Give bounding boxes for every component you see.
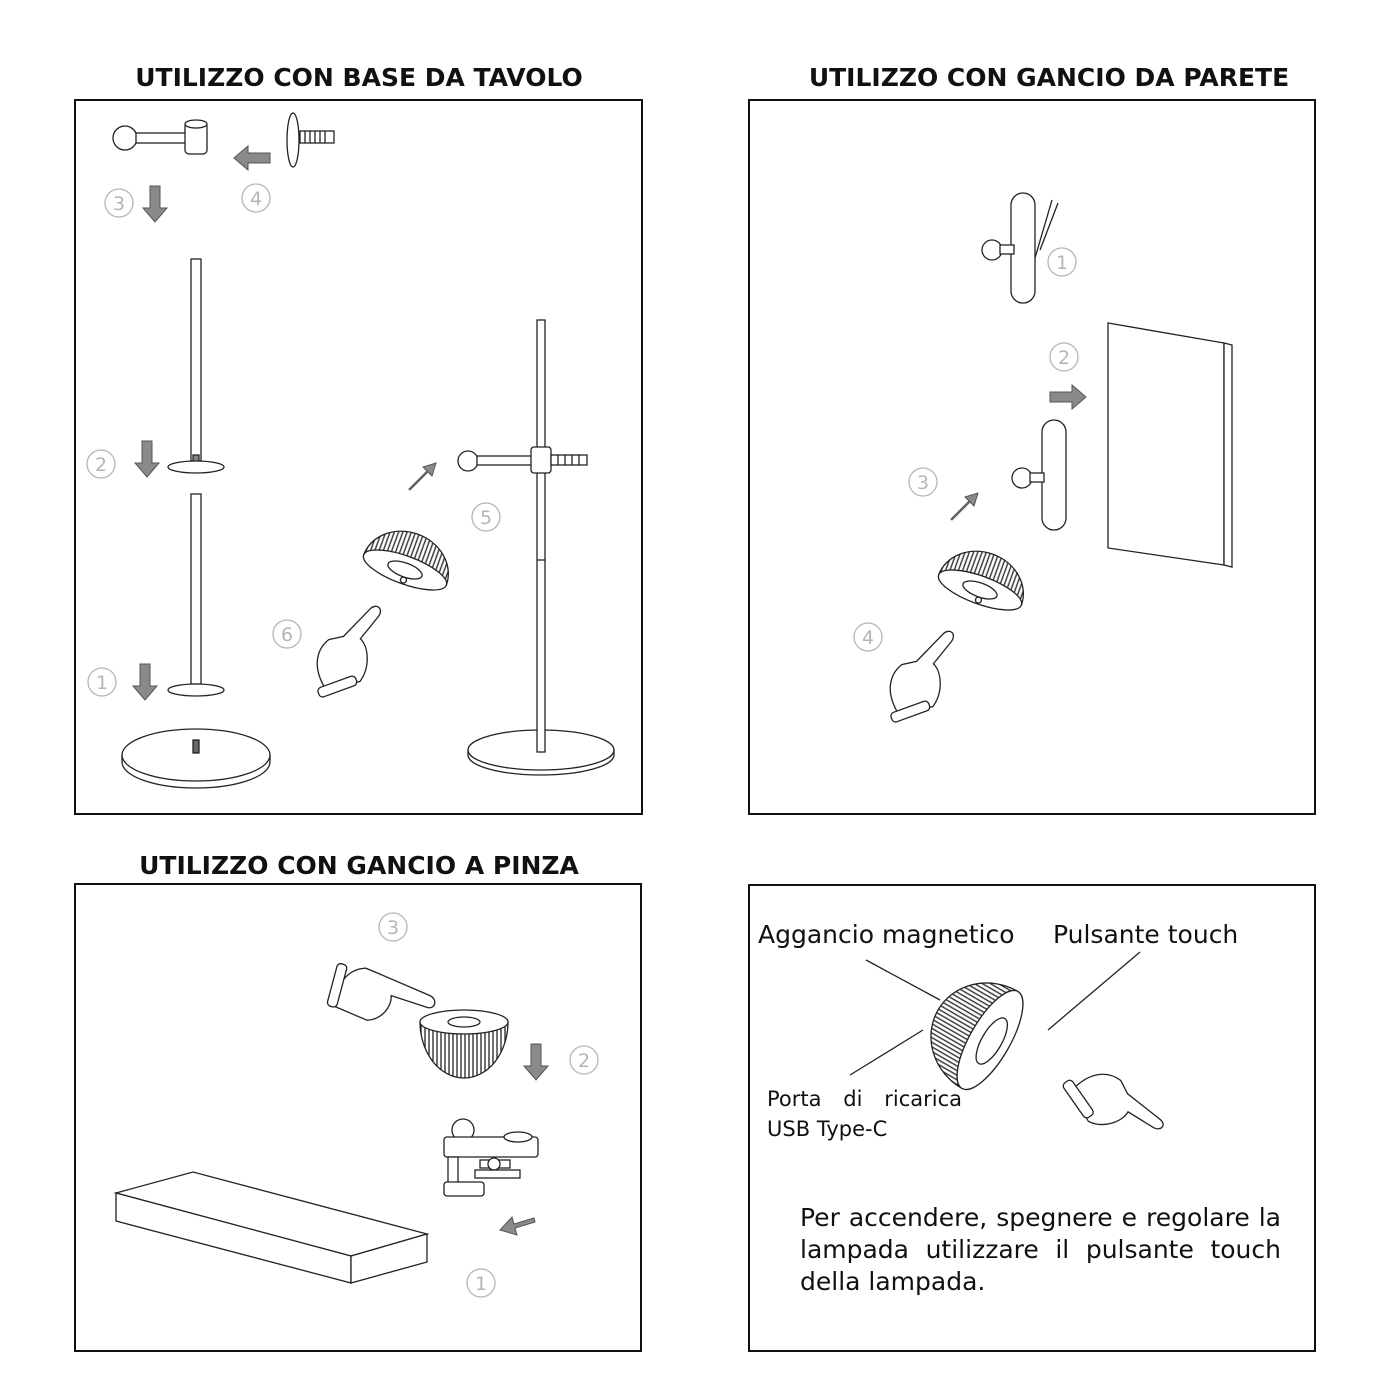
- wall-hook-top: [982, 193, 1058, 303]
- upper-rod: [191, 259, 201, 461]
- wall-hook-mounted: [1012, 420, 1066, 530]
- base-step-3: 3: [112, 193, 126, 215]
- title-base: UTILIZZO CON BASE DA TAVOLO: [135, 63, 583, 92]
- base-step-2: 2: [94, 454, 108, 476]
- legend-drawing: [850, 952, 1165, 1161]
- clamp-step-3: 3: [386, 917, 400, 939]
- leader-magnetic: [866, 960, 940, 1000]
- wall-step-1: 1: [1055, 252, 1069, 274]
- lamp-head-legend: [910, 962, 1035, 1099]
- wall-step-4: 4: [861, 627, 875, 649]
- leader-usb: [850, 1030, 923, 1075]
- clamp-step-1: 1: [474, 1273, 488, 1295]
- wall-step-3: 3: [916, 472, 930, 494]
- label-usb-type: USB Type-C: [767, 1117, 888, 1141]
- wall-assembly-drawing: [870, 193, 1232, 723]
- hand-base: [297, 605, 402, 698]
- clamp-assembly-drawing: [116, 961, 538, 1283]
- wall-panel: [1108, 323, 1232, 567]
- leader-touch: [1048, 952, 1140, 1030]
- label-usb-port: Porta di ricarica: [767, 1087, 962, 1111]
- clamp-hook: [444, 1119, 538, 1196]
- knob-screw-part: [287, 113, 334, 167]
- rod-washer-upper: [168, 461, 224, 473]
- lamp-head-base: [359, 519, 459, 598]
- lower-rod: [191, 494, 201, 684]
- label-magnetic-hook: Aggancio magnetico: [758, 920, 1015, 949]
- lamp-head-clamp: [420, 1010, 508, 1078]
- title-wall: UTILIZZO CON GANCIO DA PARETE: [808, 63, 1290, 92]
- hand-wall: [870, 630, 975, 723]
- base-step-4: 4: [249, 188, 263, 210]
- lamp-head-wall: [934, 539, 1034, 618]
- arm-ball-part: [113, 120, 207, 154]
- hand-legend: [1062, 1050, 1165, 1161]
- shelf-board: [116, 1172, 427, 1283]
- base-arrows: [133, 146, 436, 700]
- base-step-5: 5: [479, 507, 493, 529]
- wall-step-2: 2: [1057, 347, 1071, 369]
- clamp-step-2: 2: [577, 1050, 591, 1072]
- base-step-1: 1: [95, 672, 109, 694]
- assembled-table-lamp: [458, 320, 614, 775]
- label-touch-button: Pulsante touch: [1053, 920, 1239, 949]
- base-step-6: 6: [280, 624, 294, 646]
- rod-washer-lower: [168, 684, 224, 696]
- base-assembly-drawing: [113, 113, 614, 788]
- table-base: [122, 729, 270, 781]
- base-step-markers: [87, 184, 500, 696]
- title-clamp: UTILIZZO CON GANCIO A PINZA: [139, 851, 579, 880]
- touch-instructions: Per accendere, spegnere e regolare la lampada utilizzare il pulsante touch della lampada.: [800, 1203, 1281, 1296]
